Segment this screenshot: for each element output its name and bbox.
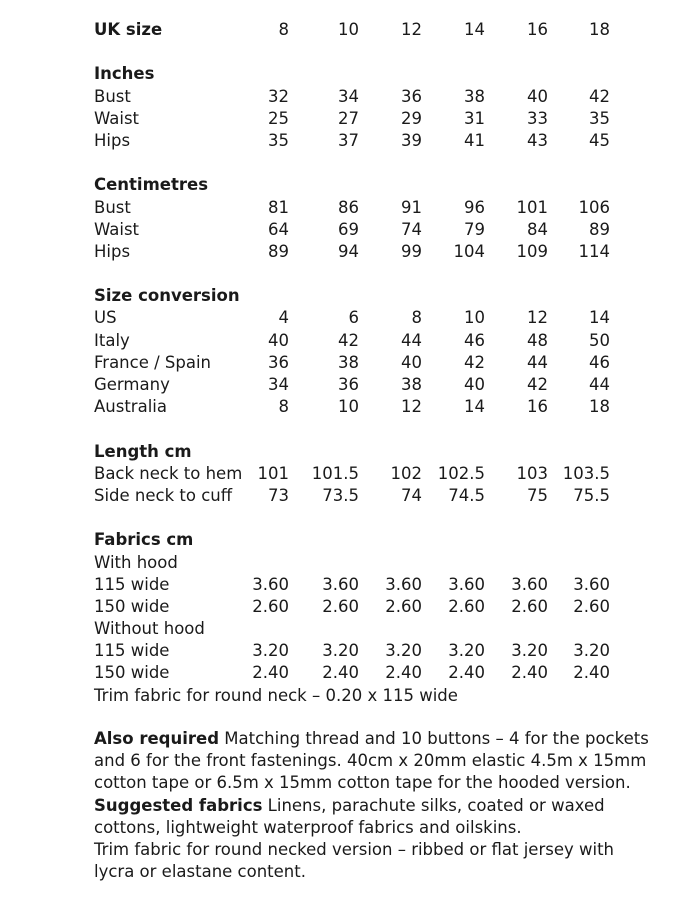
cell-value: 102.5 xyxy=(437,463,485,483)
cell-value: 2.40 xyxy=(511,663,548,683)
cell-value: 35 xyxy=(589,108,610,128)
cell-value: 73.5 xyxy=(322,485,359,505)
row-label: 115 wide xyxy=(94,641,170,661)
cell-value: 103.5 xyxy=(562,463,610,483)
cell-value: 2.60 xyxy=(511,596,548,616)
cell-value: 12 xyxy=(527,308,548,328)
cell-value: 35 xyxy=(268,130,289,150)
cell-value: 3.60 xyxy=(573,574,610,594)
row-label: 150 wide xyxy=(94,663,170,683)
row-label: Waist xyxy=(94,108,140,128)
row-label: 150 wide xyxy=(94,596,170,616)
cell-value: 94 xyxy=(338,241,359,261)
row-label: Without hood xyxy=(94,619,205,639)
row-label: Bust xyxy=(94,197,131,217)
cell-value: 37 xyxy=(338,130,359,150)
cell-value: 109 xyxy=(516,241,548,261)
cell-value: 16 xyxy=(527,20,548,39)
cell-value: 34 xyxy=(268,375,289,394)
row-label: Australia xyxy=(94,397,167,417)
cell-value: 36 xyxy=(338,375,359,394)
row-label: US xyxy=(94,308,117,328)
cell-value: 3.20 xyxy=(573,641,610,661)
cell-value: 29 xyxy=(401,108,422,128)
cell-value: 104 xyxy=(453,241,485,261)
cell-value: 8 xyxy=(278,397,289,417)
cell-value: 46 xyxy=(589,352,610,372)
cell-value: 42 xyxy=(464,352,485,372)
cell-value: 2.40 xyxy=(252,663,289,683)
cell-value: 2.60 xyxy=(322,596,359,616)
cell-value: 44 xyxy=(401,330,422,350)
cell-value: 3.60 xyxy=(322,574,359,594)
cell-value: 74 xyxy=(401,485,422,505)
cell-value: 10 xyxy=(338,20,359,39)
cell-value: 41 xyxy=(464,130,485,150)
cell-value: 16 xyxy=(527,397,548,417)
cell-value: 6 xyxy=(348,308,359,328)
cell-value: 2.60 xyxy=(573,596,610,616)
cell-value: 89 xyxy=(268,241,289,261)
cell-value: 40 xyxy=(527,86,548,106)
cell-value: 31 xyxy=(464,108,485,128)
cell-value: 18 xyxy=(589,397,610,417)
section-title-text: Size conversion xyxy=(94,286,240,306)
row-label: Hips xyxy=(94,241,131,261)
cell-value: 2.60 xyxy=(448,596,485,616)
cell-value: 45 xyxy=(589,130,610,150)
cell-value: 3.20 xyxy=(252,641,289,661)
cell-value: 89 xyxy=(589,219,610,239)
row-label: Waist xyxy=(94,219,140,239)
cell-value: 48 xyxy=(527,330,548,350)
cell-value: 10 xyxy=(464,308,485,328)
cell-value: 36 xyxy=(401,86,422,106)
cell-value: 3.20 xyxy=(511,641,548,661)
cell-value: 74.5 xyxy=(448,485,485,505)
cell-value: 3.20 xyxy=(448,641,485,661)
cell-value: 40 xyxy=(401,352,422,372)
cell-value: 2.40 xyxy=(573,663,610,683)
cell-value: 43 xyxy=(527,130,548,150)
cell-value: 10 xyxy=(338,397,359,417)
row-label: Italy xyxy=(94,330,130,350)
cell-value: 14 xyxy=(589,308,610,328)
cell-value: 42 xyxy=(589,86,610,106)
cell-value: 3.60 xyxy=(511,574,548,594)
cell-value: 2.60 xyxy=(385,596,422,616)
trim-fabric-note: Trim fabric for round necked version – ribbed or flat jersey with lycra or elastane content. xyxy=(94,840,614,882)
cell-value: 14 xyxy=(464,20,485,39)
cell-value: 42 xyxy=(527,375,548,394)
cell-value: 46 xyxy=(464,330,485,350)
cell-value: 3.20 xyxy=(322,641,359,661)
cell-value: 86 xyxy=(338,197,359,217)
cell-value: 40 xyxy=(268,330,289,350)
cell-value: 2.60 xyxy=(252,596,289,616)
cell-value: 33 xyxy=(527,108,548,128)
cell-value: 50 xyxy=(589,330,610,350)
cell-value: 84 xyxy=(527,219,548,239)
cell-value: 18 xyxy=(589,20,610,39)
cell-value: 73 xyxy=(268,485,289,505)
cell-value: 102 xyxy=(390,463,422,483)
notes xyxy=(94,728,654,883)
cell-value: 25 xyxy=(268,108,289,128)
cell-value: 27 xyxy=(338,108,359,128)
cell-value: 91 xyxy=(401,197,422,217)
cell-value: 12 xyxy=(401,397,422,417)
row-label: Trim fabric for round neck – 0.20 x 115 wide xyxy=(94,685,458,705)
cell-value: 96 xyxy=(464,197,485,217)
cell-value: 2.40 xyxy=(385,663,422,683)
row-label: Germany xyxy=(94,375,170,394)
cell-value: 12 xyxy=(401,20,422,39)
cell-value: 32 xyxy=(268,86,289,106)
row-label: With hood xyxy=(94,552,178,572)
cell-value: 3.60 xyxy=(448,574,485,594)
cell-value: 114 xyxy=(578,241,610,261)
cell-value: 38 xyxy=(338,352,359,372)
cell-value: 101 xyxy=(257,463,289,483)
cell-value: 34 xyxy=(338,86,359,106)
cell-value: 75 xyxy=(527,485,548,505)
cell-value: 14 xyxy=(464,397,485,417)
cell-value: 3.60 xyxy=(252,574,289,594)
cell-value: 36 xyxy=(268,352,289,372)
cell-value: 99 xyxy=(401,241,422,261)
cell-value: 2.40 xyxy=(322,663,359,683)
cell-value: 106 xyxy=(578,197,610,217)
cell-value: 39 xyxy=(401,130,422,150)
cell-value: 74 xyxy=(401,219,422,239)
also-required-note xyxy=(94,728,654,795)
cell-value: 44 xyxy=(527,352,548,372)
row-label: Side neck to cuff xyxy=(94,485,233,505)
row-label: UK size xyxy=(94,20,163,39)
suggested-fabrics-note xyxy=(94,795,654,839)
cell-value: 38 xyxy=(401,375,422,394)
cell-value: 8 xyxy=(278,20,289,39)
section-title-text: Length cm xyxy=(94,441,192,461)
suggested-fabrics-label: Suggested fabrics xyxy=(94,795,263,815)
row-label: Hips xyxy=(94,130,131,150)
row-label: Back neck to hem xyxy=(94,463,243,483)
row-label: Bust xyxy=(94,86,131,106)
section-title-text: Inches xyxy=(94,64,155,84)
cell-value: 38 xyxy=(464,86,485,106)
also-required-text: Matching thread and 10 buttons – 4 for the pockets and 6 for the front fastenings. 40cm x 20mm elastic 4.5m x 15mm cotton tape or 6.5m x 15mm cotton tape for the hooded version. xyxy=(94,729,649,793)
cell-value: 64 xyxy=(268,219,289,239)
also-required-label: Also required xyxy=(94,729,220,748)
suggested-fabrics-text: Linens, parachute silks, coated or waxed cottons, lightweight waterproof fabrics and oilskins. xyxy=(94,795,605,837)
cell-value: 81 xyxy=(268,197,289,217)
section-title-text: Centimetres xyxy=(94,175,209,195)
cell-value: 42 xyxy=(338,330,359,350)
cell-value: 101 xyxy=(516,197,548,217)
cell-value: 101.5 xyxy=(311,463,359,483)
cell-value: 69 xyxy=(338,219,359,239)
cell-value: 44 xyxy=(589,375,610,394)
row-label: 115 wide xyxy=(94,574,170,594)
cell-value: 4 xyxy=(278,308,289,328)
cell-value: 3.60 xyxy=(385,574,422,594)
cell-value: 40 xyxy=(464,375,485,394)
cell-value: 103 xyxy=(516,463,548,483)
cell-value: 2.40 xyxy=(448,663,485,683)
section-title-text: Fabrics cm xyxy=(94,530,194,550)
cell-value: 75.5 xyxy=(573,485,610,505)
cell-value: 8 xyxy=(411,308,422,328)
row-label: France / Spain xyxy=(94,352,212,372)
cell-value: 79 xyxy=(464,219,485,239)
cell-value: 3.20 xyxy=(385,641,422,661)
